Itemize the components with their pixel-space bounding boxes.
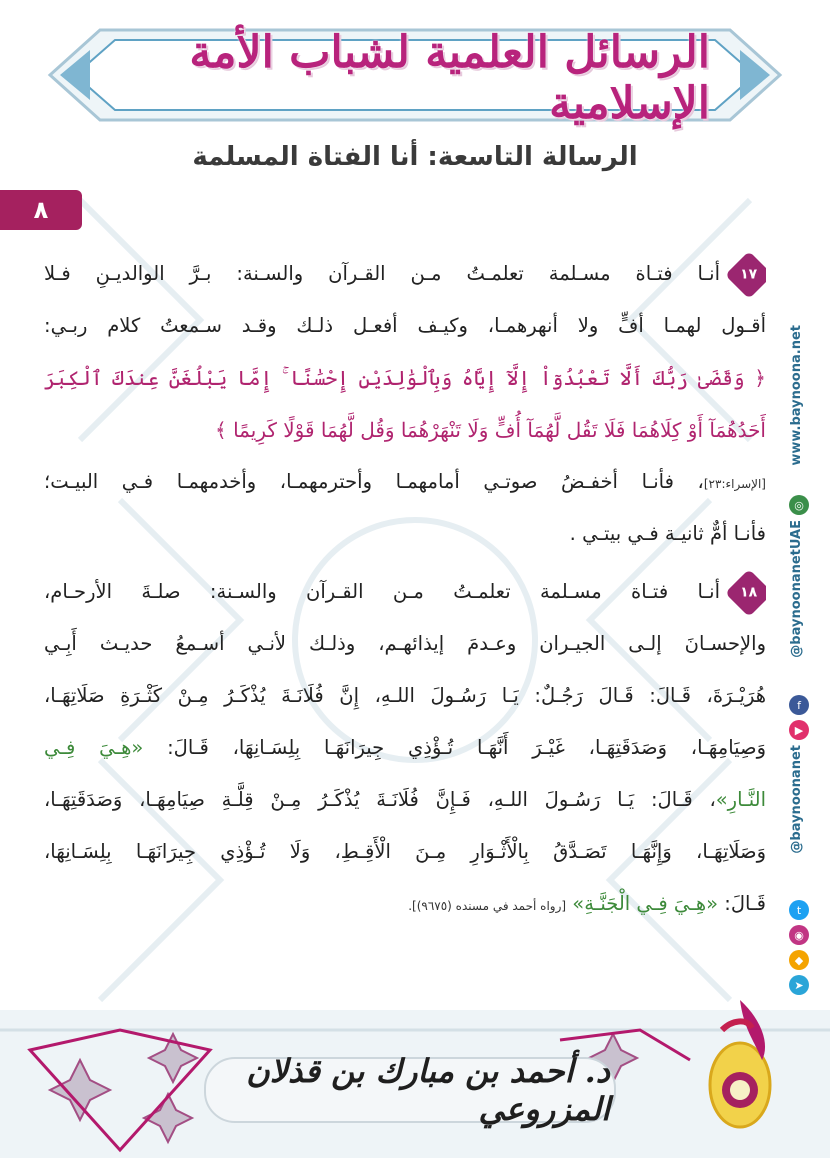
- twitter-icon[interactable]: t: [789, 900, 809, 920]
- globe-icon: ◎: [789, 495, 809, 515]
- page-number: ٨: [33, 196, 49, 224]
- hadith-reference: [رواه أحمد في مسنده (٩٦٧٥)].: [408, 899, 567, 913]
- quran-verse-line-1: ﴿ وَقَضَىٰ رَبُّكَ أَلَّا تَعْبُدُوٓاْ إِلَّآ إِيَّاهُ وَبِٱلْوَٰلِدَيْنِ إِحْسَٰنًا ۚ إِمَّا يَبْلُغَنَّ عِندَكَ ٱلْكِبَرَ: [44, 366, 766, 390]
- youtube-icon[interactable]: ▶: [789, 720, 809, 740]
- hadith-quote: «هِـيَ فِـي: [44, 736, 144, 759]
- hadith-quote: «هِـيَ فِـي الْجَنَّـةِ»: [572, 892, 719, 915]
- paragraph-18-line-5: النَّـارِ»، قَـالَ: يَـا رَسُـولَ اللـهِ، فَـإِنَّ فُلَانَـةَ يُذْكَـرُ مِـنْ قِلَّـةِ صِيَامِهَـا، وَصَدَقَتِهَـا،: [44, 788, 766, 811]
- page-subtitle: الرسالة التاسعة: أنا الفتاة المسلمة: [192, 142, 638, 172]
- series-title: الرسائل العلمية لشباب الأمة الإسلامية: [189, 27, 710, 129]
- paragraph-18-line-4: وَصِيَامِهَـا، وَصَدَقَتِهَـا، غَيْـرَ أَنَّهَـا تُـؤْذِي جِيرَانَهَـا بِلِسَـانِهَا، قَـالَ: «هِـيَ فِـي: [44, 736, 766, 759]
- quran-verse-line-2: أَحَدُهُمَآ أَوْ كِلَاهُمَا فَلَا تَقُل لَّهُمَآ أُفٍّ وَلَا تَنْهَرْهُمَا وَقُل لَّهُمَا قَوْلًا كَرِيمًا ﴾: [215, 418, 766, 442]
- paragraph-17-line-5: [الإسراء:٢٣]، فأنـا أخفـضُ صوتـي أمامهمـا وأحترمهمـا، وأخدمهمـا فـي البيـت؛: [44, 470, 766, 493]
- quran-reference: [الإسراء:٢٣]: [703, 477, 766, 491]
- paragraph-number-badge: ١٧: [725, 250, 766, 298]
- social-handle[interactable]: @baynoonanet: [789, 745, 804, 854]
- social-handle-uae[interactable]: @baynoonanetUAE: [789, 520, 804, 658]
- instagram-icon[interactable]: ◉: [789, 925, 809, 945]
- main-content: [44, 248, 766, 930]
- telegram-icon[interactable]: ➤: [789, 975, 809, 995]
- paragraph-18-line-2: والإحسـانَ إلـى الجيـران وعـدمَ إيذائهـم، وذلـك لأنـي أسـمعُ حديـث أَبِـي: [44, 632, 766, 655]
- paragraph-number-badge: ١٨: [725, 568, 766, 616]
- author-name: د. أحمد بن مبارك بن قذلان المزروعي: [246, 1052, 610, 1128]
- page-number-tab: [0, 190, 82, 230]
- social-sidebar: [786, 325, 812, 1015]
- paragraph-17-closing: فأنـا أمٌّ ثانيـة فـي بيتـي .: [569, 522, 766, 545]
- website-link[interactable]: www.baynoona.net: [789, 325, 804, 466]
- paragraph-17-line-2: أقـول لهمـا أفٍّ ولا أنهرهمـا، وكيـف أفعـل ذلـك وقـد سـمعتُ كلام ربـي:: [44, 314, 766, 337]
- paragraph-18-line-6: وَصَلَاتِهَـا، وَإِنَّهَـا تَصَـدَّقُ بِالْأَثْـوَارِ مِـنَ الْأَقِـطِ، وَلَا تُـؤْذِي جِيرَانَهَـا بِلِسَـانِهَا،: [44, 840, 766, 863]
- paragraph-18-line-7: قَـالَ: «هِـيَ فِـي الْجَنَّـةِ» [رواه أحمد في مسنده (٩٦٧٥)].: [408, 892, 766, 915]
- snapchat-icon[interactable]: ◆: [789, 950, 809, 970]
- paragraph-18-line-1: ١٨ أنـا فتـاة مسـلمة تعلمـتُ مـن القـرآن والسـنة: صلـةَ الأرحـام،: [44, 566, 766, 618]
- paragraph-18-line-3: هُرَيْـرَةَ، قَـالَ: قَـالَ رَجُـلٌ: يَـا رَسُـولَ اللـهِ، إِنَّ فُلَانَـةَ يُذْكَـرُ مِـنْ كَثْـرَةِ صَلَاتِهَـا،: [44, 684, 766, 707]
- paragraph-17-line-1: ١٧ أنـا فتـاة مسـلمة تعلمـتُ مـن القـرآن والسـنة: بـرَّ الوالديـنِ فـلا: [44, 248, 766, 300]
- facebook-icon[interactable]: f: [789, 695, 809, 715]
- hadith-quote: النَّـارِ»: [715, 788, 766, 811]
- publisher-logo-icon: [692, 990, 792, 1140]
